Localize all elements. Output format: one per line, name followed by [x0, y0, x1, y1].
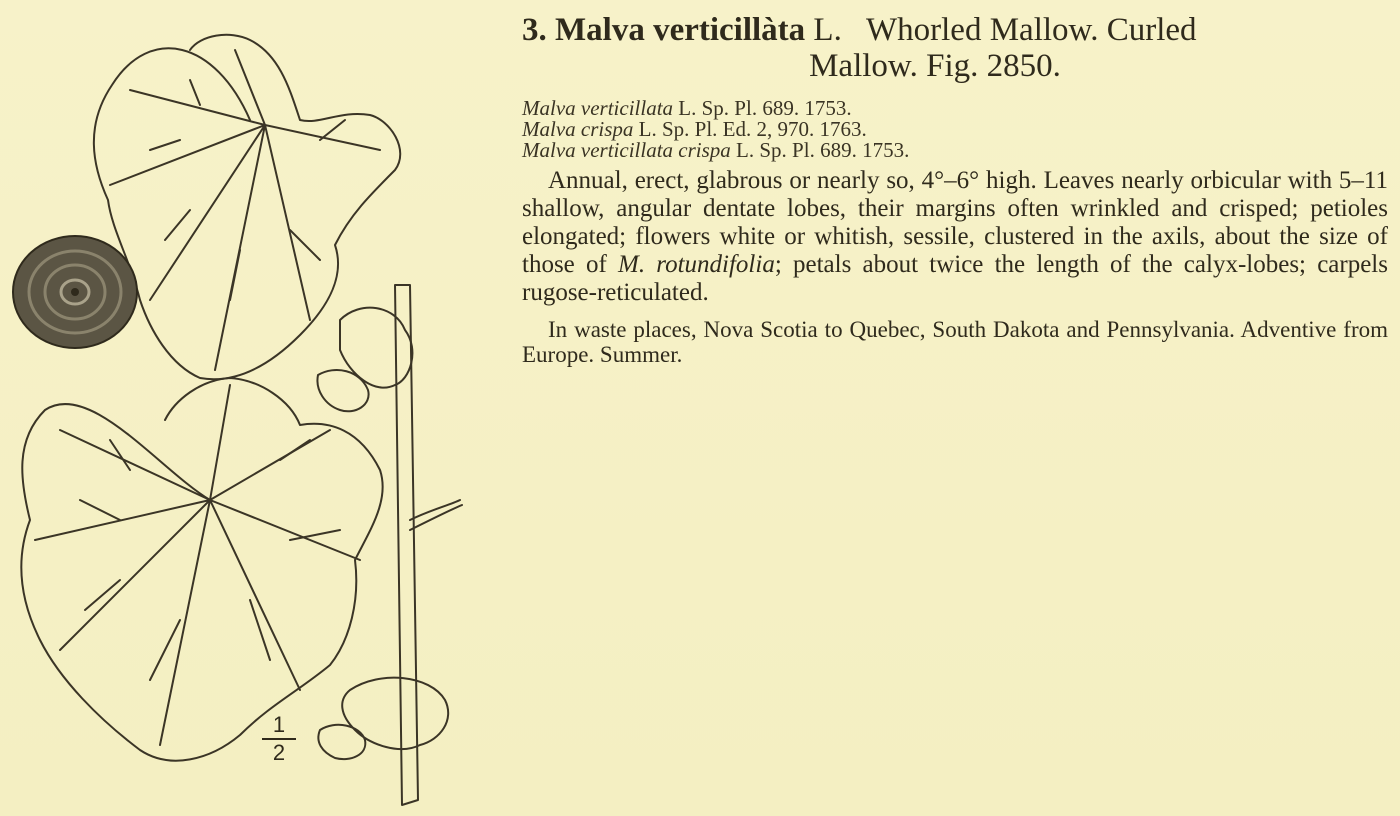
species-entry [522, 12, 1388, 367]
plant-illustration [0, 0, 505, 816]
synonym-name: Malva verticillata crispa [522, 138, 731, 162]
synonym-citation: L. Sp. Pl. 689. 1753. [678, 96, 852, 120]
common-names-line2: Mallow. Fig. 2850. [809, 48, 1061, 84]
synonym-list [522, 98, 1388, 161]
scale-denominator: 2 [272, 740, 286, 765]
authority: L. [813, 12, 842, 48]
synonym-2 [522, 119, 1388, 140]
species-description [522, 167, 1388, 307]
synonym-1 [522, 98, 1388, 119]
scale-fraction [262, 714, 296, 764]
description-italic: M. rotundifolia [618, 251, 775, 278]
common-names-line1: Whorled Mallow. Curled [866, 12, 1197, 48]
upper-leaf [94, 35, 400, 379]
description-text-end: ; petals about twice the length of the calyx-lobes; carpels rugose-reticulated. [522, 251, 1388, 306]
plant-drawing [0, 0, 505, 816]
synonym-citation: L. Sp. Pl. Ed. 2, 970. 1763. [638, 117, 867, 141]
entry-heading [522, 12, 1388, 84]
synonym-citation: L. Sp. Pl. 689. 1753. [736, 138, 910, 162]
habitat-range: In waste places, Nova Scotia to Quebec, South Dakota and Pennsylvania. Adventive from Europe. Summer. [522, 317, 1388, 367]
synonym-name: Malva crispa [522, 117, 634, 141]
description-text: Annual, erect, glabrous or nearly so, 4°–6° high. Leaves nearly orbicular with 5–11 shallow, angular dentate lobes, their margins often wrinkled and crisped; petioles elongated; flowers white or whitish, sessile, clustered in the axils, about the size of those of [522, 167, 1388, 278]
scale-numerator: 1 [272, 712, 286, 737]
stem [395, 285, 418, 805]
entry-number: 3. [522, 12, 547, 48]
synonym-name: Malva verticillata [522, 96, 674, 120]
scientific-name: Malva verticillàta [555, 12, 806, 48]
seed-illustration [13, 236, 137, 348]
synonym-3 [522, 140, 1388, 161]
lower-leaf [21, 378, 382, 761]
